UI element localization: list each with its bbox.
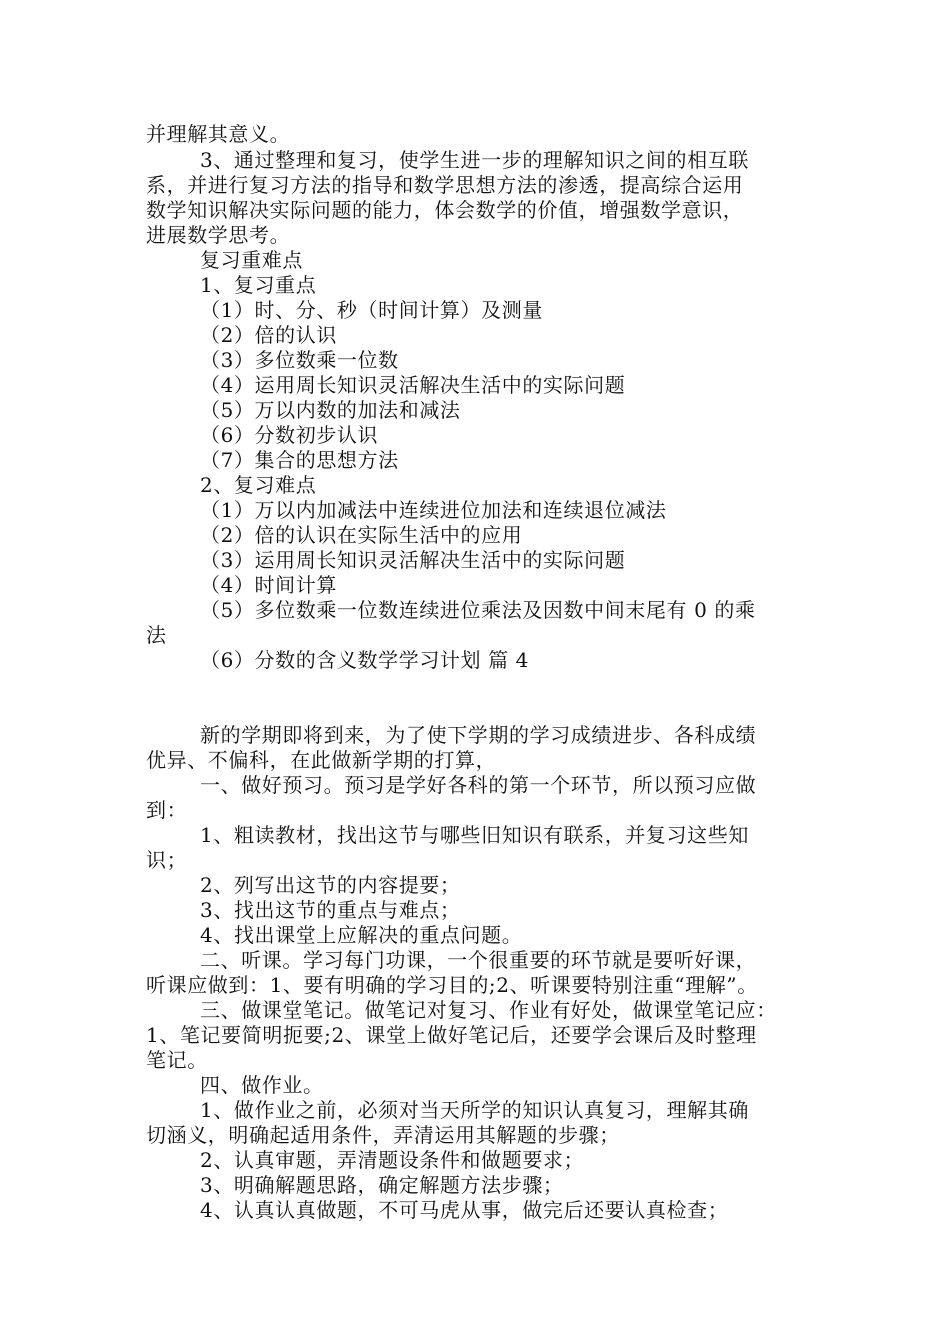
list-item: （6）分数初步认识 bbox=[200, 423, 379, 447]
text-line: 新的学期即将到来，为了使下学期的学习成绩进步、各科成绩 bbox=[200, 723, 757, 747]
list-item: （3）多位数乘一位数 bbox=[200, 348, 399, 372]
list-item: （4）运用周长知识灵活解决生活中的实际问题 bbox=[200, 373, 626, 397]
list-item: （5）多位数乘一位数连续进位乘法及因数中间末尾有 0 的乘 bbox=[200, 598, 756, 622]
section-heading: 复习重难点 bbox=[200, 248, 303, 272]
list-item: （4）时间计算 bbox=[200, 573, 337, 597]
text-line: 3、明确解题思路，确定解题方法步骤； bbox=[200, 1173, 564, 1197]
text-line: 法 bbox=[146, 623, 167, 647]
text-line: 1、做作业之前，必须对当天所学的知识认真复习，理解其确 bbox=[200, 1098, 749, 1122]
text-line: 数学知识解决实际问题的能力，体会数学的价值，增强数学意识， bbox=[146, 198, 744, 222]
list-item: （1）时、分、秒（时间计算）及测量 bbox=[200, 298, 543, 322]
list-item: （7）集合的思想方法 bbox=[200, 448, 399, 472]
text-line: 优异、不偏科，在此做新学期的打算， bbox=[146, 748, 497, 772]
text-line: 4、认真认真做题，不可马虎从事，做完后还要认真检查； bbox=[200, 1198, 729, 1222]
text-line: 1、笔记要简明扼要;2、课堂上做好笔记后，还要学会课后及时整理 bbox=[146, 1023, 757, 1047]
text-line: 到： bbox=[146, 798, 188, 822]
subsection-heading: 1、复习重点 bbox=[200, 273, 317, 297]
text-line: 1、粗读教材，找出这节与哪些旧知识有联系，并复习这些知 bbox=[200, 823, 749, 847]
text-line: 四、做作业。 bbox=[200, 1073, 324, 1097]
text-line: 一、做好预习。预习是学好各科的第一个环节，所以预习应做 bbox=[200, 773, 757, 797]
text-line: 切涵义，明确起适用条件，弄清运用其解题的步骤； bbox=[146, 1123, 620, 1147]
text-line: 3、找出这节的重点与难点； bbox=[200, 898, 461, 922]
text-line: 2、列写出这节的内容提要； bbox=[200, 873, 461, 897]
text-line: 三、做课堂笔记。做笔记对复习、作业有好处，做课堂笔记应： bbox=[200, 998, 777, 1022]
text-line: 4、找出课堂上应解决的重点问题。 bbox=[200, 923, 523, 947]
text-line: 系，并进行复习方法的指导和数学思想方法的渗透，提高综合运用 bbox=[146, 173, 744, 197]
text-line: 并理解其意义。 bbox=[146, 122, 291, 146]
text-line: 2、认真审题，弄清题设条件和做题要求； bbox=[200, 1148, 585, 1172]
list-item: （1）万以内加减法中连续进位加法和连续退位减法 bbox=[200, 498, 667, 522]
list-item: （6）分数的含义数学学习计划 篇 4 bbox=[200, 648, 529, 672]
text-line: 3、通过整理和复习，使学生进一步的理解知识之间的相互联 bbox=[200, 148, 749, 172]
text-line: 进展数学思考。 bbox=[146, 223, 291, 247]
subsection-heading: 2、复习难点 bbox=[200, 473, 317, 497]
list-item: （2）倍的认识在实际生活中的应用 bbox=[200, 523, 523, 547]
text-line: 二、听课。学习每门功课，一个很重要的环节就是要听好课， bbox=[200, 948, 757, 972]
text-line: 笔记。 bbox=[146, 1048, 208, 1072]
text-line: 识； bbox=[146, 848, 188, 872]
list-item: （5）万以内数的加法和减法 bbox=[200, 398, 461, 422]
list-item: （2）倍的认识 bbox=[200, 323, 337, 347]
list-item: （3）运用周长知识灵活解决生活中的实际问题 bbox=[200, 548, 626, 572]
text-line: 听课应做到：1、要有明确的学习目的;2、听课要特别注重“理解”。 bbox=[146, 973, 758, 997]
